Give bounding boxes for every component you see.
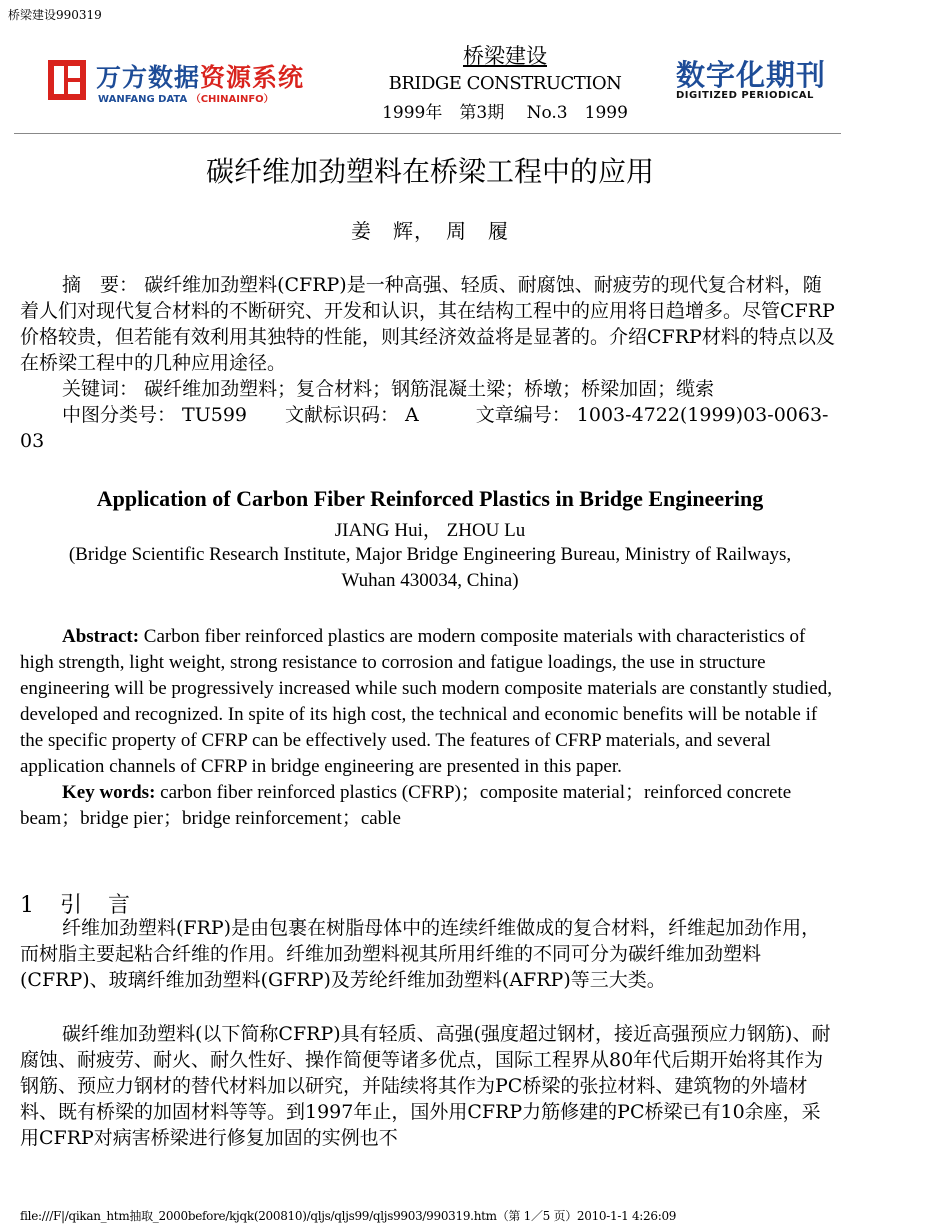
section-1-paragraph-1: 纤维加劲塑料(FRP)是由包裹在树脂母体中的连续纤维做成的复合材料，纤维起加劲作用，而树脂主要起粘合纤维的作用。纤维加劲塑料视其所用纤维的不同可分为碳纤维加劲塑料(CFRP)、玻璃纤维加劲塑料(GFRP)及芳纶纤维加劲塑料(AFRP)等三大类。 bbox=[20, 917, 821, 991]
affiliation-en: (Bridge Scientific Research Institute, Major Bridge Engineering Bureau, Ministry of Railways, Wuhan 430034, China) bbox=[68, 544, 792, 591]
journal-name-cn[interactable]: 桥梁建设 bbox=[463, 44, 547, 68]
keywords-en-label: Key words: bbox=[62, 782, 156, 803]
abstract-cn-label: 摘 要： bbox=[62, 274, 139, 296]
abstract-cn bbox=[20, 272, 835, 376]
journal-issue: 1999年 第3期 No.3 1999 bbox=[382, 103, 628, 123]
footer-file-path: file:///F|/qikan_htm抽取_2000before/kjqk(200810)/qljs/qljs99/qljs9903/990319.htm（第 1／5 页）2010-1-1 4:26:09 bbox=[20, 1209, 677, 1223]
wanfang-logo-text bbox=[96, 58, 304, 94]
section-1-heading: 1 引 言 bbox=[20, 893, 132, 918]
header-divider bbox=[14, 133, 841, 134]
digitized-periodical-logo[interactable] bbox=[676, 60, 836, 106]
logo-name-blue: 万方数据 bbox=[96, 63, 201, 92]
keywords-en-text: carbon fiber reinforced plastics (CFRP)；composite material；reinforced concrete beam；bridge pier；bridge reinforcement；cable bbox=[20, 782, 792, 829]
keywords-en bbox=[20, 780, 835, 832]
wanfang-logo[interactable] bbox=[48, 60, 318, 104]
keywords-cn-label: 关键词： bbox=[62, 378, 139, 400]
article-title-en: Application of Carbon Fiber Reinforced Plastics in Bridge Engineering bbox=[96, 486, 764, 511]
abstract-en-block bbox=[20, 624, 835, 832]
abstract-cn-text: 碳纤维加劲塑料(CFRP)是一种高强、轻质、耐腐蚀、耐疲劳的现代复合材料，随着人们对现代复合材料的不断研究、开发和认识，其在结构工程中的应用将日趋增多。尽管CFRP价格较贵，但若能有效利用其独特的性能，则其经济效益将是显著的。介绍CFRP材料的特点以及在桥梁工程中的几种应用途径。 bbox=[20, 274, 835, 374]
abstract-cn-block bbox=[20, 272, 835, 454]
journal-name-en: BRIDGE CONSTRUCTION bbox=[388, 73, 622, 94]
logo-sub-blue: WANFANG DATA bbox=[98, 94, 188, 105]
page-header-label: 桥梁建设990319 bbox=[8, 8, 102, 22]
authors-cn: 姜 辉， 周 履 bbox=[351, 219, 509, 243]
digitized-logo-cn: 数字化期刊 bbox=[676, 58, 827, 92]
keywords-cn bbox=[20, 376, 835, 402]
wanfang-logo-subtitle bbox=[98, 90, 274, 105]
abstract-en-text: Carbon fiber reinforced plastics are modern composite materials with characteristics of high strength, light weight, strong resistance to corrosion and fatigue loadings, the use in structure engineering will be progressively increased while such modern composite materials are constantly studied, developed and recognized. In spite of its high cost, the technical and economic benefits will be notable if the specific property of CFRP can be effectively used. The features of CFRP materials, and several application channels of CFRP in bridge engineering are presented in this paper. bbox=[20, 626, 833, 777]
logo-name-red: 资源系统 bbox=[200, 63, 305, 92]
keywords-cn-text: 碳纤维加劲塑料；复合材料；钢筋混凝土梁；桥墩；桥梁加固；缆索 bbox=[144, 378, 715, 400]
abstract-en bbox=[20, 624, 835, 780]
authors-en: JIANG Hui， ZHOU Lu bbox=[334, 520, 526, 541]
classification-line: 中图分类号： TU599 文献标识码： A 文章编号： 1003-4722(1999)03-0063-03 bbox=[20, 404, 829, 452]
section-1-paragraph-2: 碳纤维加劲塑料(以下简称CFRP)具有轻质、高强(强度超过钢材，接近高强预应力钢筋)、耐腐蚀、耐疲劳、耐火、耐久性好、操作简便等诸多优点，国际工程界从80年代后期开始将其作为钢筋、预应力钢材的替代材料加以研究，并陆续将其作为PC桥梁的张拉材料、建筑物的外墙材料、既有桥梁的加固材料等等。到1997年止，国外用CFRP力筋修建的PC桥梁已有10余座，采用CFRP对病害桥梁进行修复加固的实例也不 bbox=[20, 1023, 831, 1149]
article-title-cn: 碳纤维加劲塑料在桥梁工程中的应用 bbox=[205, 155, 654, 188]
wanfang-logo-icon bbox=[48, 60, 86, 100]
abstract-en-label: Abstract: bbox=[62, 626, 140, 647]
digitized-logo-en: DIGITIZED PERIODICAL bbox=[676, 90, 814, 101]
logo-sub-red: （CHINAINFO） bbox=[190, 94, 274, 105]
